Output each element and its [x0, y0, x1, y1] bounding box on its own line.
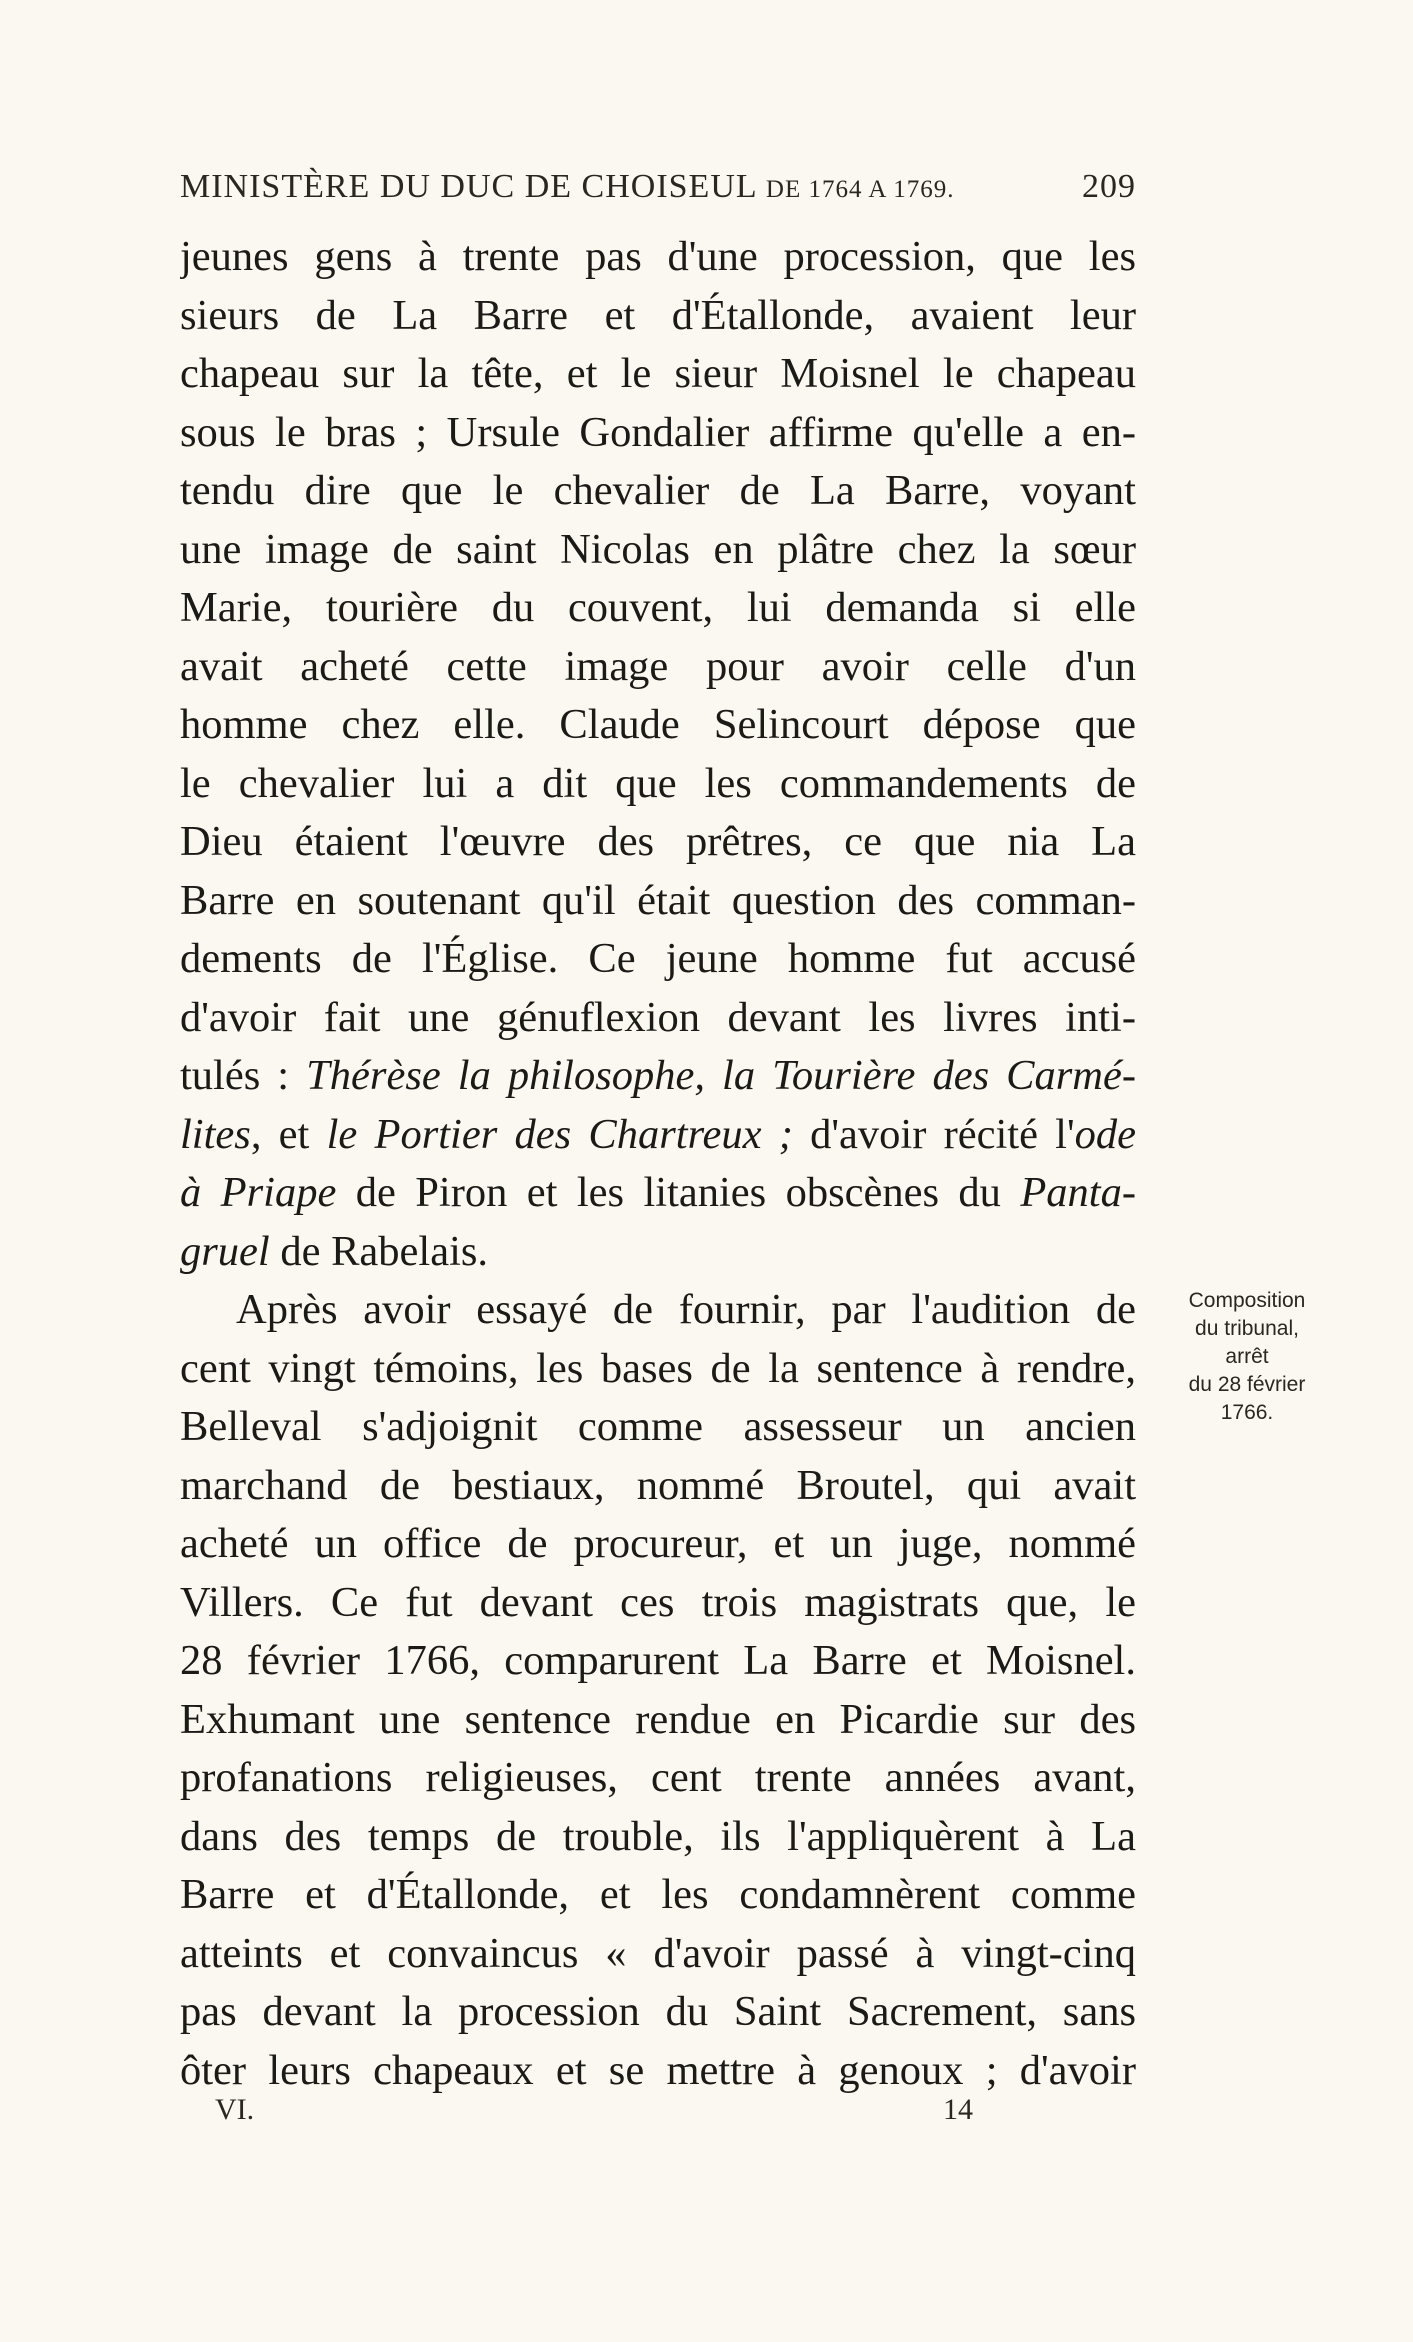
- running-head-title-range: DE 1764 A 1769.: [765, 176, 955, 203]
- margin-note-line: du tribunal,: [1195, 1317, 1299, 1340]
- running-head-title-main: MINISTÈRE DU DUC DE CHOISEUL: [180, 168, 757, 205]
- paragraph-end-line: [180, 1223, 1136, 1282]
- text-line: Villers. Ce fut devant ces trois magistrats que, le: [180, 1578, 1136, 1626]
- signature-mark: 14: [943, 2093, 973, 2126]
- text-line: Dieu étaient l'œuvre des prêtres, ce que nia La: [180, 818, 1136, 865]
- text-span: , et: [250, 1110, 327, 1158]
- text-line: sous le bras ; Ursule Gondalier affirme qu'elle a en-: [180, 408, 1136, 456]
- text-line: Belleval s'adjoignit comme assesseur un ancien: [180, 1403, 1136, 1450]
- text-line-with-titles: [180, 1047, 1136, 1106]
- text-line: homme chez elle. Claude Selincourt dépose que: [180, 701, 1136, 748]
- margin-note: [1158, 1287, 1336, 1427]
- body-text: [180, 228, 1136, 2100]
- text-line: atteints et convaincus « d'avoir passé à vingt-cinq: [180, 1929, 1136, 1977]
- running-head-title: [180, 168, 955, 206]
- text-line: tendu dire que le chevalier de La Barre, voyant: [180, 467, 1136, 514]
- book-title: à Priape: [180, 1169, 337, 1216]
- text-line: Barre et d'Étallonde, et les condamnèrent comme: [180, 1871, 1136, 1918]
- running-head: [180, 168, 1136, 208]
- text-line: Exhumant une sentence rendue en Picardie sur des: [180, 1695, 1136, 1743]
- text-line: Marie, tourière du couvent, lui demanda si elle: [180, 584, 1136, 631]
- text-line: dans des temps de trouble, ils l'appliquèrent à La: [180, 1812, 1136, 1860]
- text-span: tulés :: [180, 1052, 307, 1099]
- text-line: sieurs de La Barre et d'Étallonde, avaient leur: [180, 291, 1136, 339]
- margin-note-line: 1766.: [1220, 1401, 1274, 1424]
- text-line: avait acheté cette image pour avoir celle d'un: [180, 642, 1136, 690]
- book-title: Panta-: [1020, 1169, 1136, 1216]
- text-line: cent vingt témoins, les bases de la sentence à rendre,: [180, 1344, 1136, 1392]
- margin-note-line: arrêt: [1225, 1345, 1269, 1368]
- text-line: marchand de bestiaux, nommé Broutel, qui avait: [180, 1461, 1136, 1509]
- paragraph-start-line: Après avoir essayé de fournir, par l'audition de: [236, 1286, 1136, 1333]
- text-line: profanations religieuses, cent trente années avant,: [180, 1754, 1136, 1801]
- text-span: d'avoir récité l': [792, 1110, 1075, 1158]
- text-line: pas devant la procession du Saint Sacrement, sans: [180, 1988, 1136, 2035]
- book-title: gruel: [180, 1227, 270, 1275]
- text-line: d'avoir fait une génuflexion devant les livres inti-: [180, 993, 1136, 1041]
- text-line: une image de saint Nicolas en plâtre chez la sœur: [180, 525, 1136, 573]
- page-number: 209: [1082, 168, 1136, 205]
- text-line: dements de l'Église. Ce jeune homme fut accusé: [180, 935, 1136, 982]
- text-line: ôter leurs chapeaux et se mettre à genoux ; d'avoir: [180, 2046, 1136, 2094]
- text-line-with-titles: [180, 1106, 1136, 1165]
- text-line-with-titles: [180, 1164, 1136, 1223]
- margin-note-line: du 28 février: [1188, 1373, 1306, 1396]
- book-title: Thérèse la philosophe, la Tourière des Carmé-: [306, 1052, 1136, 1099]
- text-line: acheté un office de procureur, et un juge, nommé: [180, 1520, 1136, 1567]
- volume-number: VI.: [215, 2093, 255, 2126]
- book-title: le Portier des Chartreux ;: [326, 1110, 793, 1158]
- book-title: ode: [1074, 1110, 1136, 1158]
- text-line: le chevalier lui a dit que les commandements de: [180, 759, 1136, 807]
- text-line: jeunes gens à trente pas d'une procession, que les: [180, 233, 1136, 280]
- margin-note-line: Composition: [1188, 1289, 1306, 1312]
- text-span: de Piron et les litanies obscènes du: [336, 1169, 1021, 1216]
- text-line: Barre en soutenant qu'il était question des comman-: [180, 876, 1136, 924]
- text-span: de Rabelais.: [269, 1227, 489, 1275]
- book-title: lites: [180, 1110, 251, 1158]
- text-line: chapeau sur la tête, et le sieur Moisnel le chapeau: [180, 350, 1136, 397]
- text-line: 28 février 1766, comparurent La Barre et Moisnel.: [180, 1637, 1136, 1684]
